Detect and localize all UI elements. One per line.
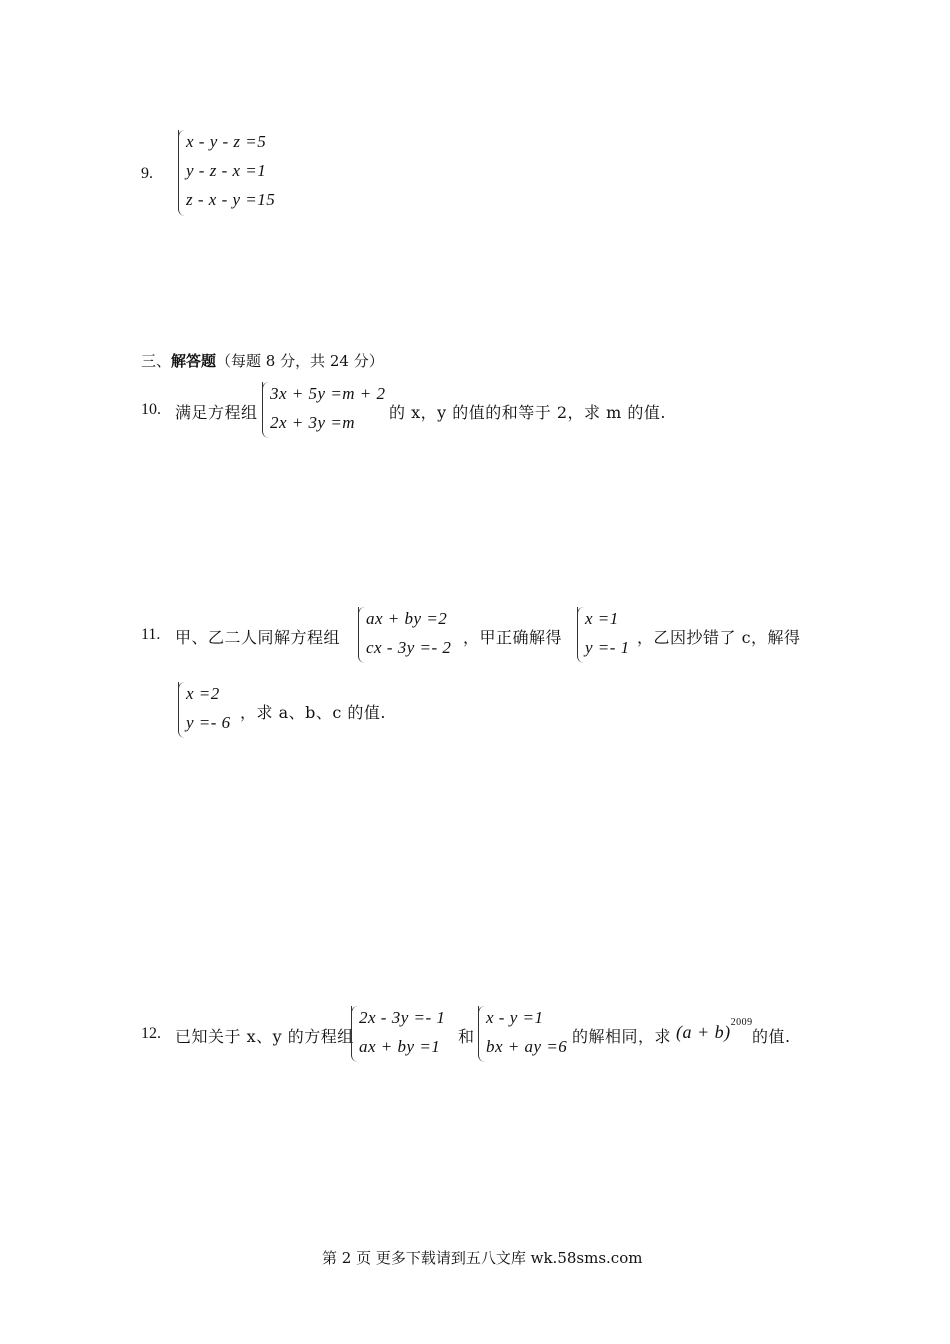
equation-1: x - y =1	[486, 1008, 544, 1027]
equation-1: x - y - z =5	[186, 132, 267, 151]
equation-1: ax + by =2	[366, 609, 448, 628]
question-12-tail: 的值.	[752, 1027, 791, 1046]
brace	[178, 682, 186, 738]
question-11-lead: 甲、乙二人同解方程组	[175, 628, 341, 647]
equation-2: ax + by =1	[359, 1037, 441, 1056]
question-11-tail: ，求 a、b、c 的值.	[240, 703, 387, 722]
question-9-system	[178, 130, 318, 216]
equation-1: x =1	[585, 609, 619, 628]
equation-2: y =- 1	[585, 638, 630, 657]
equation-2: 2x + 3y =m	[270, 413, 356, 432]
brace	[478, 1006, 486, 1062]
question-12-system-2	[478, 1006, 573, 1062]
question-10-number: 10.	[141, 401, 161, 418]
equation-1: 3x + 5y =m + 2	[270, 384, 386, 403]
equation-3: z - x - y =15	[186, 190, 276, 209]
brace	[577, 607, 585, 663]
question-11-solution-2	[178, 682, 243, 738]
expression-base: (a + b)	[676, 1022, 731, 1042]
equation-2: y =- 6	[186, 713, 231, 732]
brace	[358, 607, 366, 663]
question-12-expression	[676, 1017, 753, 1043]
section-heading	[141, 350, 384, 371]
question-9-number: 9.	[141, 165, 153, 182]
section-title: 解答题	[171, 352, 217, 370]
equation-1: x =2	[186, 684, 220, 703]
brace	[178, 130, 186, 216]
equation-2: bx + ay =6	[486, 1037, 568, 1056]
expression-exponent: 2009	[730, 1017, 753, 1028]
equation-2: cx - 3y =- 2	[366, 638, 452, 657]
section-prefix: 三、	[141, 352, 172, 370]
brace	[262, 382, 270, 438]
page-footer: 第 2 页 更多下载请到五八文库 wk.58sms.com	[322, 1249, 643, 1267]
brace	[351, 1006, 359, 1062]
question-10-lead: 满足方程组	[175, 403, 258, 422]
question-12-lead: 已知关于 x、y 的方程组	[175, 1027, 354, 1046]
equation-1: 2x - 3y =- 1	[359, 1008, 446, 1027]
question-11-mid2: ，乙因抄错了 c，解得	[637, 628, 801, 647]
question-11-system	[358, 607, 468, 663]
question-12-number: 12.	[141, 1025, 161, 1042]
question-12-mid: 的解相同，求	[572, 1027, 672, 1046]
section-note: （每题 8 分，共 24 分）	[216, 352, 384, 370]
question-11-number: 11.	[141, 626, 161, 643]
question-11-solution-1	[577, 607, 642, 663]
question-12-system-1	[351, 1006, 461, 1062]
equation-2: y - z - x =1	[186, 161, 267, 180]
question-12-and: 和	[458, 1027, 475, 1046]
question-11-mid: ，甲正确解得	[463, 628, 563, 647]
question-10-tail: 的 x，y 的值的和等于 2，求 m 的值.	[389, 403, 666, 422]
question-10-system	[262, 382, 387, 438]
